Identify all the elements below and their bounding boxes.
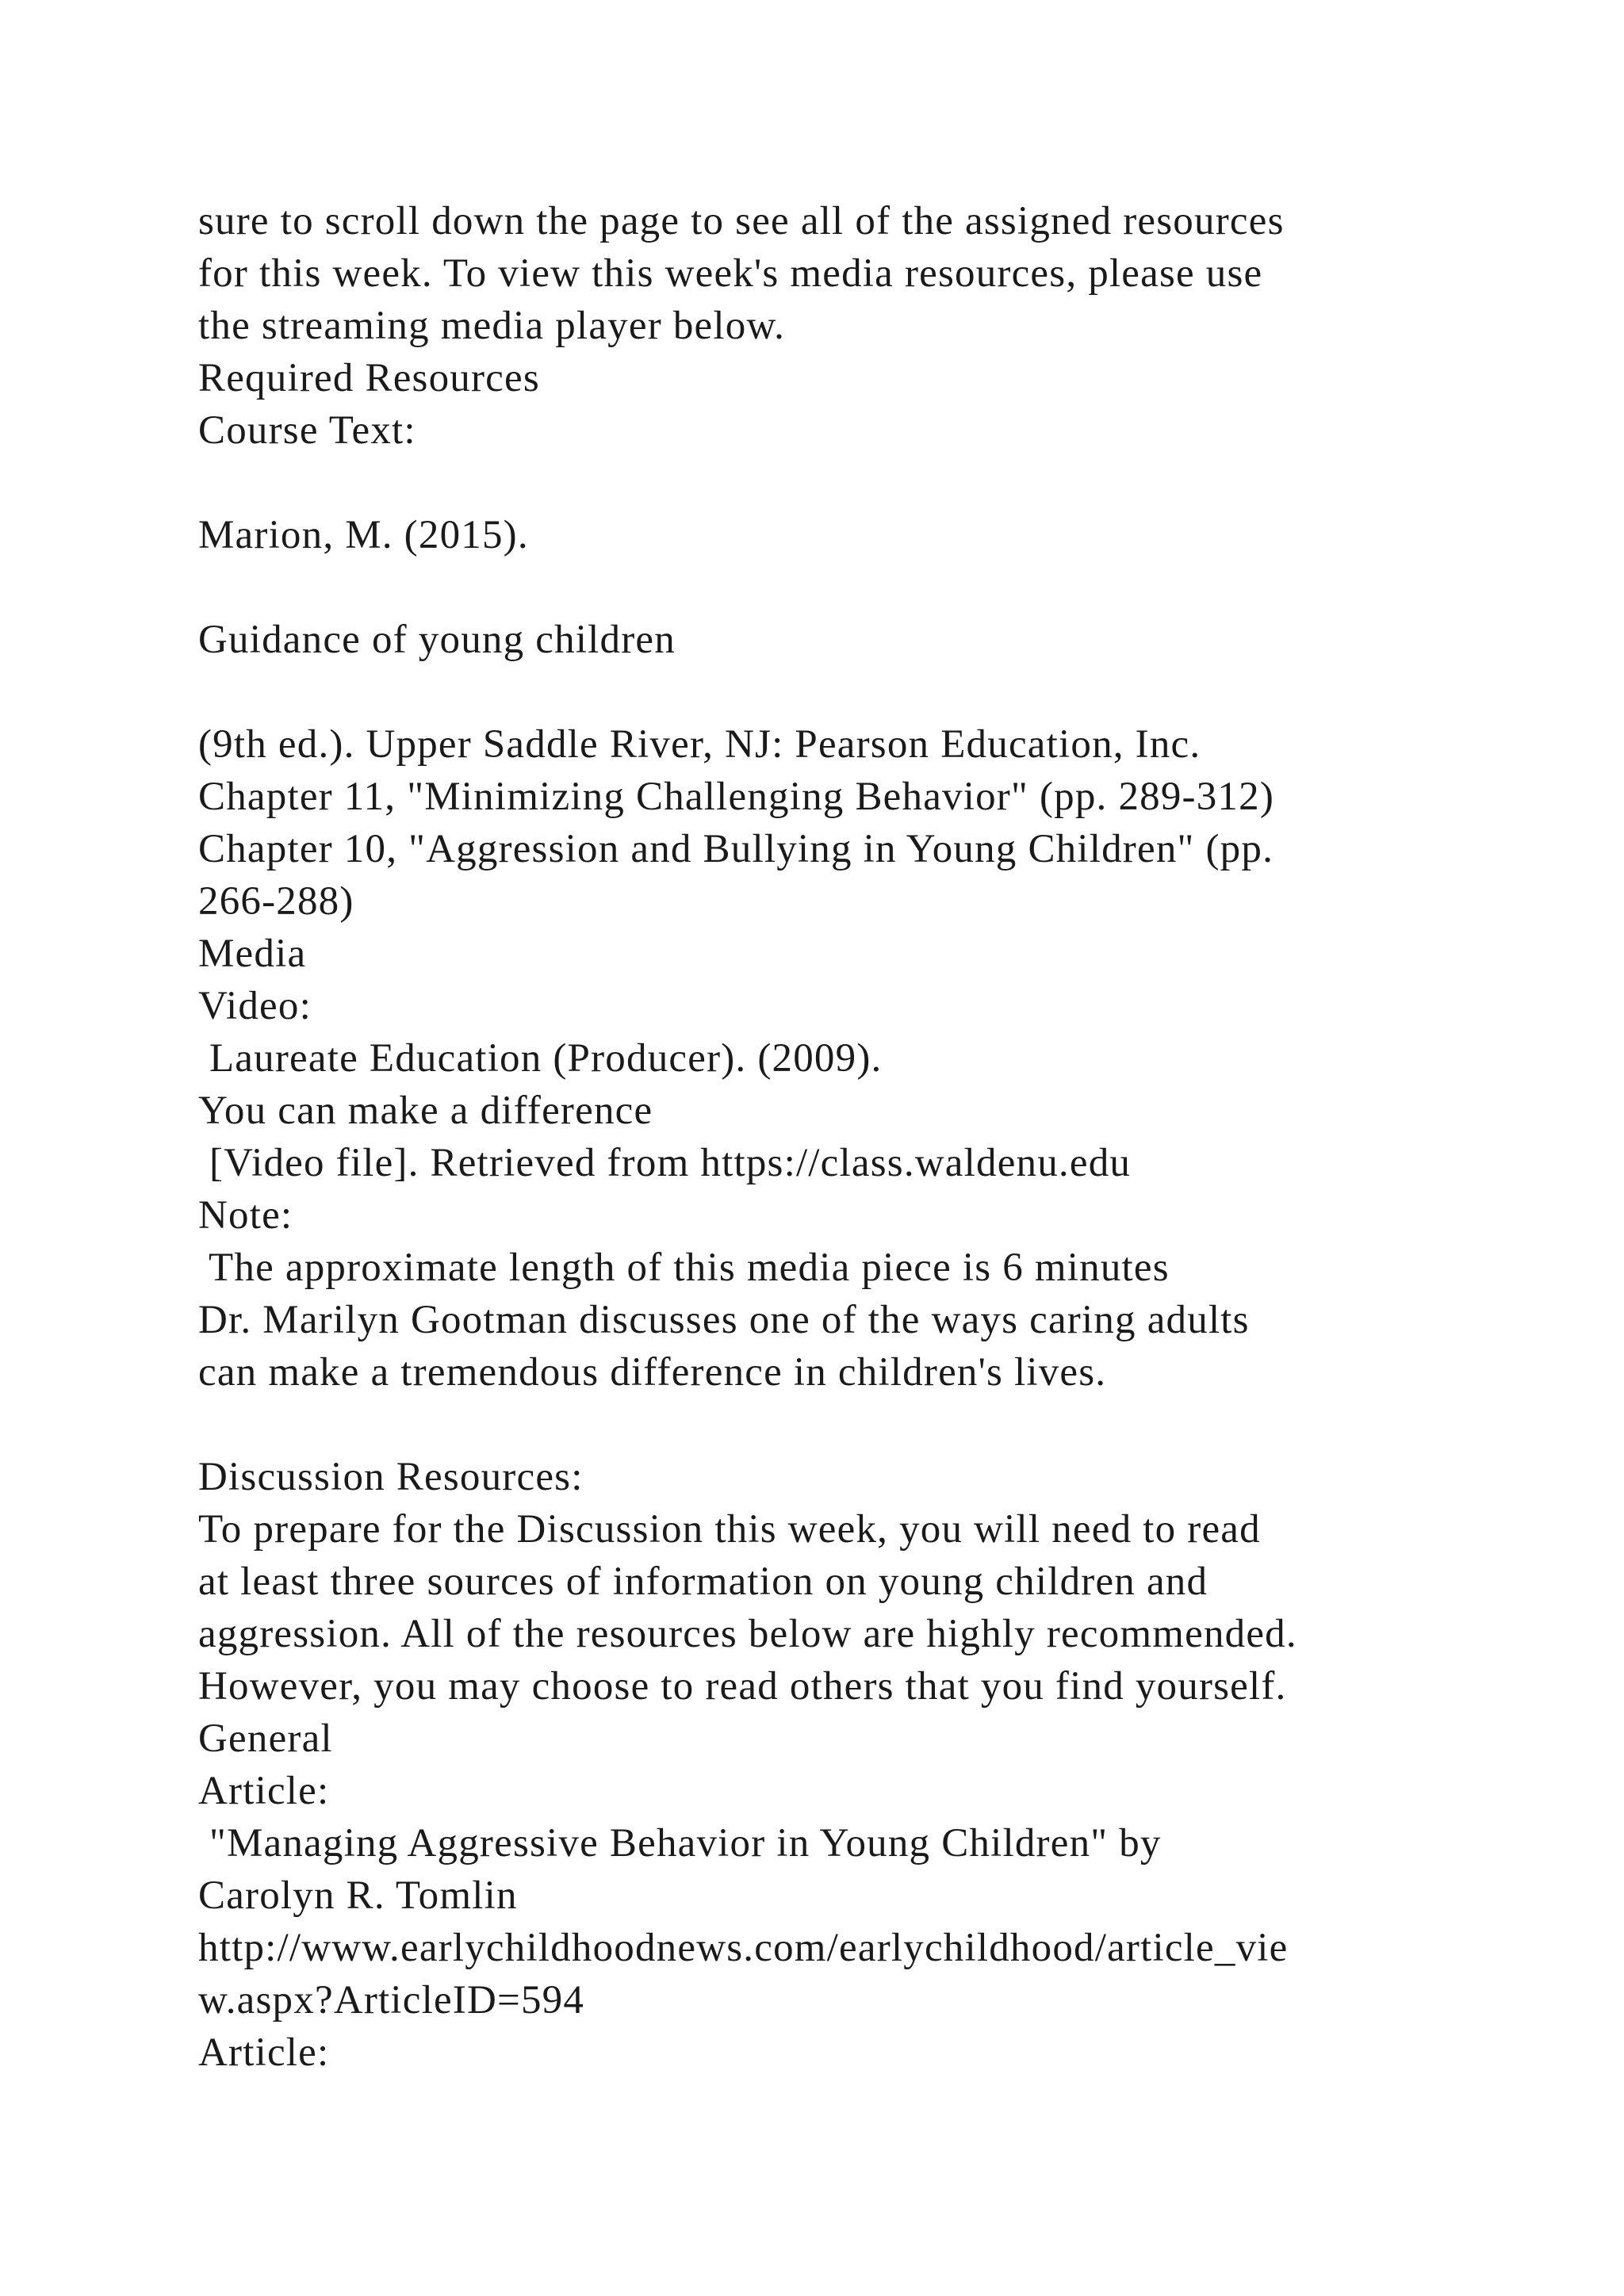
text-line: Video: (198, 984, 312, 1028)
text-line: http://www.earlychildhoodnews.com/earlychildhood/article_vie (198, 1926, 1289, 1970)
text-line: Media (198, 932, 307, 976)
text-line: sure to scroll down the page to see all of the assigned resources (198, 199, 1285, 243)
text-line: However, you may choose to read others that you find yourself. (198, 1664, 1287, 1709)
text-line (198, 666, 1546, 718)
text-line: Required Resources (198, 356, 540, 400)
text-line: Dr. Marilyn Gootman discusses one of the ways caring adults (198, 1298, 1250, 1342)
text-line: the streaming media player below. (198, 304, 786, 348)
text-line: Article: (198, 1769, 330, 1813)
text-line: Carolyn R. Tomlin (198, 1873, 518, 1918)
text-line: for this week. To view this week's media resources, please use (198, 251, 1263, 296)
text-line: w.aspx?ArticleID=594 (198, 1978, 585, 2022)
text-line: Note: (198, 1193, 293, 1238)
text-line (198, 1399, 1546, 1451)
text-line: at least three sources of information on young children and (198, 1559, 1208, 1604)
document-body (198, 195, 1546, 2079)
text-line: Guidance of young children (198, 618, 676, 662)
text-line: General (198, 1716, 333, 1761)
text-line: Chapter 11, "Minimizing Challenging Behavior" (pp. 289-312) (198, 775, 1275, 819)
text-line: [Video file]. Retrieved from https://class.waldenu.edu (198, 1141, 1132, 1185)
text-line: To prepare for the Discussion this week, you will need to read (198, 1507, 1261, 1552)
text-line: Chapter 10, "Aggression and Bullying in Young Children" (pp. (198, 827, 1274, 871)
text-line: You can make a difference (198, 1089, 653, 1133)
text-line: Course Text: (198, 408, 416, 453)
text-line (198, 561, 1546, 614)
text-line: aggression. All of the resources below are highly recommended. (198, 1612, 1297, 1656)
text-line: Article: (198, 2030, 330, 2075)
text-line: Marion, M. (2015). (198, 513, 529, 557)
text-line: The approximate length of this media piece is 6 minutes (198, 1246, 1170, 1290)
text-line: (9th ed.). Upper Saddle River, NJ: Pearson Education, Inc. (198, 722, 1201, 767)
text-line: 266-288) (198, 879, 354, 924)
text-line: Laureate Education (Producer). (2009). (198, 1036, 883, 1081)
text-line: can make a tremendous difference in children's lives. (198, 1350, 1107, 1395)
text-line: Discussion Resources: (198, 1455, 584, 1499)
text-line (198, 457, 1546, 509)
text-line: "Managing Aggressive Behavior in Young Children" by (198, 1821, 1162, 1866)
